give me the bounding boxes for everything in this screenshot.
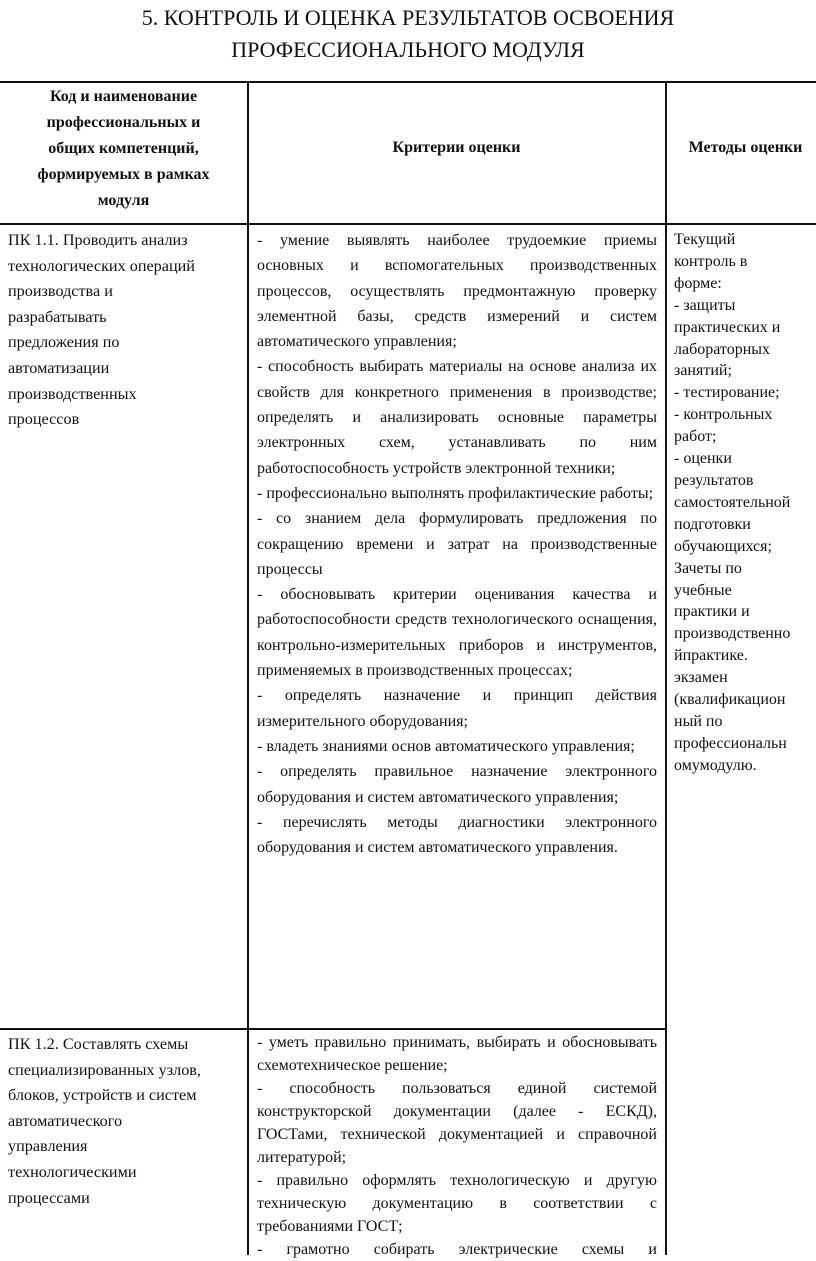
column-divider-2 [665,81,667,1255]
criterion-item: - обосновывать критерии оценивания качества и работоспособности средств технологического оснащения, контрольно-измерительных приборов и инструментов, применяемых в производственных процессах; [257,586,657,680]
criterion-item: - перечислять методы диагностики электронного оборудования и систем автоматического управления. [257,813,657,857]
criterion-item: - умение выявлять наиболее трудоемкие приемы основных и вспомогательных производственных процессов, осуществлять предмонтажную проверку элементной базы, средств измерений и систем автоматического управления; [257,232,657,351]
competence-pk-1-2: ПК 1.2. Составлять схемы специализированных узлов, блоков, устройств и систем автоматического управления технологическими процессами [8,1035,201,1207]
criterion-item: - определять правильное назначение электронного оборудования и систем автоматического управления; [257,763,657,806]
header-competence: Код и наименование профессиональных и общих компетенций, формируемых в рамках модуля [37,88,210,209]
title-line-1: 5. КОНТРОЛЬ И ОЦЕНКА РЕЗУЛЬТАТОВ ОСВОЕНИЯ [141,5,675,30]
criterion-item: - способность выбирать материалы на основе анализа их свойств для конкретного применения в производстве; определять и анализировать основные параметры электронных схем, устанавливать по ним работоспособность устройств электронной техники; [257,358,657,477]
criteria-pk-1-2 [257,1031,657,1261]
criteria-pk-1-1 [257,228,657,860]
assessment-methods: Текущий контроль в форме: - защиты практических и лабораторных занятий; - тестирование; - контрольных работ; - оценки результатов самостоятельной подготовки обучающихся; Зачеты по учебные практики и производственно йпрактике. экзамен (квалификацион ный по профессиональн омумодулю. [674,231,791,774]
header-bottom-border [0,223,816,225]
criterion-item: - уметь правильно принимать, выбирать и обосновывать схемотехническое решение; [257,1034,657,1074]
column-divider-1 [247,81,249,1255]
criterion-item: - способность пользоваться единой системой конструкторской документации (далее - ЕСКД), ГОСТами, технической документацией и справочной литературой; [257,1080,657,1166]
title-line-2: ПРОФЕССИОНАЛЬНОГО МОДУЛЯ [231,37,585,62]
row-divider [0,1028,666,1030]
header-criteria: Критерии оценки [392,139,521,156]
criterion-item: - профессионально выполнять профилактические работы; [257,484,654,502]
criterion-item: - грамотно собирать электрические схемы и [257,1241,657,1258]
table-top-border [0,81,816,83]
criterion-item: - со знанием дела формулировать предложения по сокращению времени и затрат на производственные процессы [257,510,657,578]
criterion-item: - владеть знаниями основ автоматического управления; [257,737,635,755]
criterion-item: - определять назначение и принцип действия измерительного оборудования; [257,687,657,730]
header-methods: Методы оценки [688,139,803,156]
criterion-item: - правильно оформлять технологическую и другую техническую документацию в соответствии с требованиями ГОСТ; [257,1172,657,1235]
competence-pk-1-1: ПК 1.1. Проводить анализ технологических операций производства и разрабатывать предложения по автоматизации производственных процессов [8,231,195,429]
